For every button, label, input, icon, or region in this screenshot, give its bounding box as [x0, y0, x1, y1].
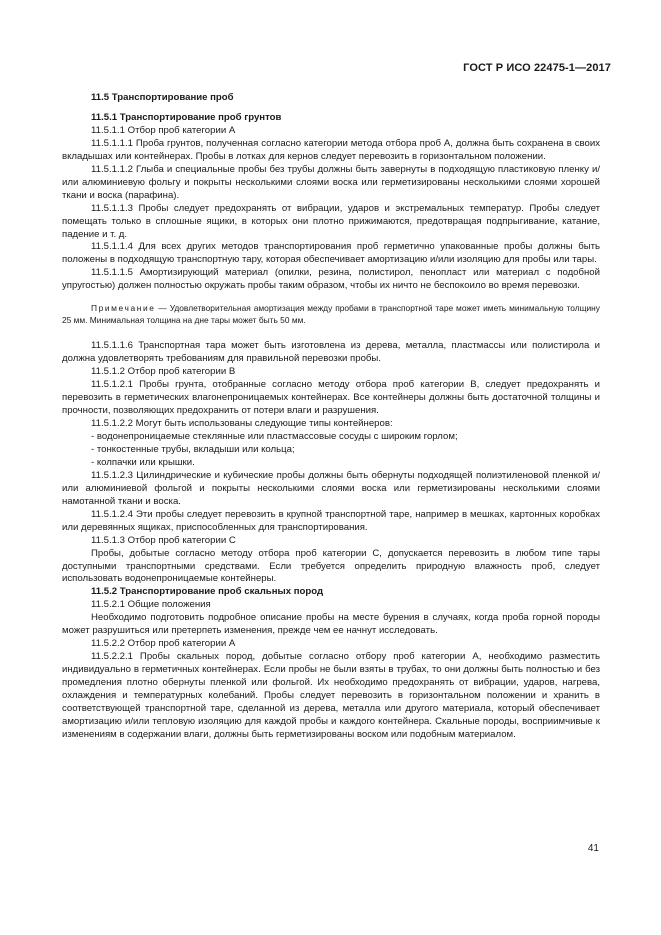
section-heading-11-5: 11.5 Транспортирование проб: [91, 92, 234, 103]
paragraph: 11.5.2.1 Общие положения: [91, 599, 211, 611]
paragraph: 11.5.1.1.1 Проба грунтов, полученная согласно категории метода отбора проб А, должна быть сохранена в своих вкладышах или контейнерах. Пробы в лотках для кернов следует перевозить в горизонтальном положении.: [62, 137, 600, 162]
list-item: - водонепроницаемые стеклянные или пластмассовые сосуды с широким горлом;: [91, 430, 458, 442]
subsection-heading-11-5-2: 11.5.2 Транспортирование проб скальных пород: [91, 586, 324, 598]
subsection-heading-11-5-1: 11.5.1 Транспортирование проб грунтов: [91, 111, 282, 123]
paragraph: 11.5.1.2.4 Эти пробы следует перевозить в крупной транспортной таре, например в мешках, картонных коробках или деревянных ящиках, приспособленных для транспортирования.: [62, 508, 600, 533]
list-item: - колпачки или крышки.: [91, 456, 195, 468]
paragraph: 11.5.2.2.1 Пробы скальных пород, добытые согласно отбору проб категории А, необходимо разместить индивидуально в герметичных контейнерах. Если пробы не были взяты в трубах, то они должны быть полностью и без промедления плотно обернуты пленкой или фольгой. Их необходимо предохранять от вибрации, ударов, нагрева, охлаждения и температурных колебаний. Пробы следует перевозить в горизонтальном положении и хранить в соответствующей транспортной таре, сделанной из дерева, металла или другого материала, который обеспечивает амортизацию и/или тепловую изоляцию для каждой пробы и каждого контейнера. Скальные породы, восприимчивые к изменениям в содержании влаги, должны быть герметизированы воском или подобным материалом.: [62, 651, 600, 740]
paragraph: 11.5.1.1.2 Глыба и специальные пробы без трубы должны быть завернуты в подходящую пластиковую пленку и/или алюминиевую фольгу и покрыты несколькими слоями воска или герметизированы несколькими слоями хорошей ткани и воска (парафина).: [62, 163, 600, 201]
paragraph: 11.5.1.2.1 Пробы грунта, отобранные согласно методу отбора проб категории В, следует предохранять и перевозить в герметических влагонепроницаемых контейнерах. Все контейнеры должны быть достаточной толщины и прочности, позволяющих предохранить от потери влаги и разрушения.: [62, 379, 600, 417]
page-number: 41: [587, 843, 599, 854]
paragraph: 11.5.1.2.2 Могут быть использованы следующие типы контейнеров:: [91, 418, 393, 430]
note-text: — Удовлетворительная амортизация между пробами в транспортной таре может иметь минимальную толщину 25 мм. Минимальная толщина на дне тары может быть 50 мм.: [62, 303, 600, 326]
note-label: Примечание: [91, 303, 156, 314]
document-body: [62, 90, 600, 742]
paragraph: 11.5.1.1.5 Амортизирующий материал (опилки, резина, полистирол, пенопласт или материал с подобной упругостью) должен полностью окружать пробы таким образом, чтобы их ничто не беспокоило во время перевозки.: [62, 267, 600, 292]
paragraph: Необходимо подготовить подробное описание пробы на месте бурения в случаях, когда проба горной породы может разрушиться или претерпеть изменения, прежде чем ее начнут исследовать.: [62, 612, 600, 637]
paragraph: Пробы, добытые согласно методу отбора проб категории С, допускается перевозить в любом типе тары доступными транспортными средствами. Если требуется определить природную влажность проб, следует использовать водонепроницаемые контейнеры.: [62, 547, 600, 585]
paragraph: 11.5.1.3 Отбор проб категории С: [91, 534, 236, 546]
paragraph: 11.5.1.2 Отбор проб категории В: [91, 366, 236, 378]
paragraph: 11.5.1.1 Отбор проб категории А: [91, 124, 236, 136]
paragraph: 11.5.1.1.3 Пробы следует предохранять от вибрации, ударов и экстремальных температур. Пробы следует помещать только в сплошные ящики, в которых они плотно прижимаются, предотвращая подпрыгивание, катание, падение и т. д.: [62, 202, 600, 240]
note: [62, 302, 600, 326]
document-code-header: ГОСТ Р ИСО 22475-1—2017: [463, 62, 611, 74]
paragraph: 11.5.1.1.4 Для всех других методов транспортирования проб герметично упакованные пробы должны быть положены в подходящую транспортную тару, которая обеспечивает амортизацию и/или изоляцию для пробы или тары.: [62, 241, 600, 266]
list-item: - тонкостенные трубы, вкладыши или кольца;: [91, 443, 295, 455]
paragraph: 11.5.2.2 Отбор проб категории А: [91, 638, 236, 650]
paragraph: 11.5.1.1.6 Транспортная тара может быть изготовлена из дерева, металла, пластмассы или полистирола и должна удовлетворять требованиям для правильной перевозки пробы.: [62, 340, 600, 365]
paragraph: 11.5.1.2.3 Цилиндрические и кубические пробы должны быть обернуты подходящей полиэтиленовой пленкой и/или алюминиевой фольгой и покрыты несколькими слоями воска или герметизированы несколькими слоями намотанной ткани и воска.: [62, 469, 600, 507]
